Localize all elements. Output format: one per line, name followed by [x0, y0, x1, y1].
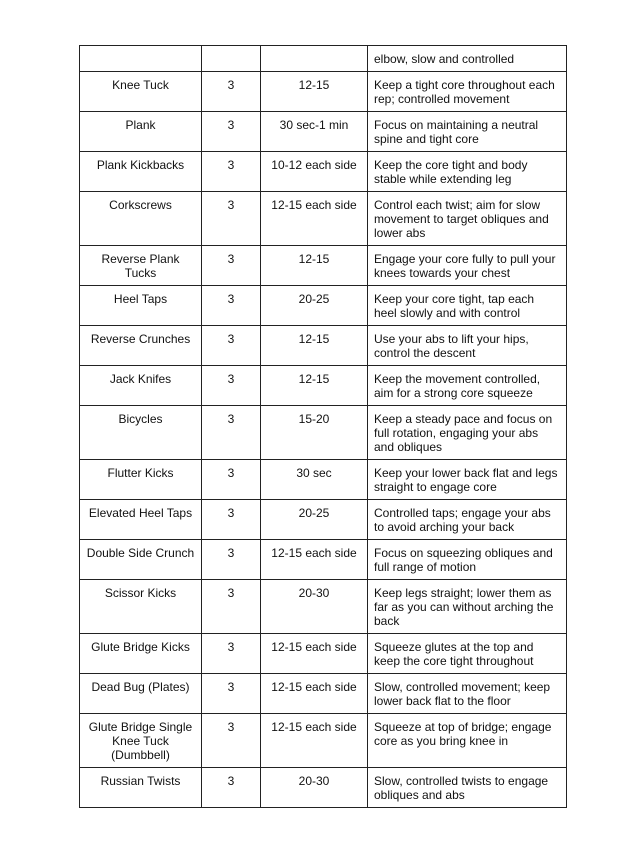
table-row — [80, 580, 567, 634]
sets-cell: 3 — [202, 246, 261, 286]
table-row — [80, 674, 567, 714]
reps-cell: 20-25 — [261, 500, 368, 540]
table-row — [80, 366, 567, 406]
exercise-name-cell: Double Side Crunch — [80, 540, 202, 580]
notes-cell: Squeeze at top of bridge; engage core as you bring knee in — [368, 714, 567, 768]
exercise-name-cell: Dead Bug (Plates) — [80, 674, 202, 714]
table-row — [80, 246, 567, 286]
notes-cell: Engage your core fully to pull your knees towards your chest — [368, 246, 567, 286]
sets-cell: 3 — [202, 634, 261, 674]
sets-cell: 3 — [202, 192, 261, 246]
sets-cell: 3 — [202, 540, 261, 580]
reps-cell: 20-25 — [261, 286, 368, 326]
notes-cell: elbow, slow and controlled — [368, 46, 567, 72]
notes-cell: Keep the core tight and body stable while extending leg — [368, 152, 567, 192]
reps-cell: 30 sec — [261, 460, 368, 500]
notes-cell: Slow, controlled movement; keep lower back flat to the floor — [368, 674, 567, 714]
sets-cell: 3 — [202, 112, 261, 152]
table-row — [80, 500, 567, 540]
table-row — [80, 540, 567, 580]
reps-cell: 12-15 each side — [261, 634, 368, 674]
reps-cell: 12-15 each side — [261, 714, 368, 768]
notes-cell: Keep your lower back flat and legs straight to engage core — [368, 460, 567, 500]
sets-cell: 3 — [202, 580, 261, 634]
table-row — [80, 192, 567, 246]
notes-cell: Slow, controlled twists to engage obliques and abs — [368, 768, 567, 808]
table-row — [80, 714, 567, 768]
sets-cell: 3 — [202, 714, 261, 768]
table-row — [80, 112, 567, 152]
exercise-name-cell — [80, 46, 202, 72]
table-row — [80, 406, 567, 460]
notes-cell: Controlled taps; engage your abs to avoid arching your back — [368, 500, 567, 540]
reps-cell: 30 sec-1 min — [261, 112, 368, 152]
table-row — [80, 72, 567, 112]
table-row — [80, 46, 567, 72]
exercise-name-cell: Knee Tuck — [80, 72, 202, 112]
notes-cell: Keep a tight core throughout each rep; controlled movement — [368, 72, 567, 112]
exercise-name-cell: Bicycles — [80, 406, 202, 460]
notes-cell: Use your abs to lift your hips, control the descent — [368, 326, 567, 366]
reps-cell: 12-15 — [261, 246, 368, 286]
sets-cell: 3 — [202, 72, 261, 112]
notes-cell: Focus on squeezing obliques and full range of motion — [368, 540, 567, 580]
exercise-name-cell: Russian Twists — [80, 768, 202, 808]
table-row — [80, 768, 567, 808]
sets-cell: 3 — [202, 406, 261, 460]
sets-cell: 3 — [202, 366, 261, 406]
table-row — [80, 460, 567, 500]
notes-cell: Focus on maintaining a neutral spine and tight core — [368, 112, 567, 152]
table-row — [80, 326, 567, 366]
exercise-name-cell: Scissor Kicks — [80, 580, 202, 634]
sets-cell: 3 — [202, 326, 261, 366]
sets-cell — [202, 46, 261, 72]
exercise-name-cell: Glute Bridge Kicks — [80, 634, 202, 674]
reps-cell: 12-15 each side — [261, 540, 368, 580]
exercise-name-cell: Jack Knifes — [80, 366, 202, 406]
notes-cell: Squeeze glutes at the top and keep the core tight throughout — [368, 634, 567, 674]
reps-cell: 12-15 — [261, 366, 368, 406]
workout-table — [79, 45, 567, 808]
reps-cell: 10-12 each side — [261, 152, 368, 192]
exercise-name-cell: Corkscrews — [80, 192, 202, 246]
reps-cell: 20-30 — [261, 580, 368, 634]
notes-cell: Keep the movement controlled, aim for a strong core squeeze — [368, 366, 567, 406]
reps-cell — [261, 46, 368, 72]
sets-cell: 3 — [202, 460, 261, 500]
sets-cell: 3 — [202, 500, 261, 540]
exercise-name-cell: Plank Kickbacks — [80, 152, 202, 192]
sets-cell: 3 — [202, 674, 261, 714]
reps-cell: 12-15 each side — [261, 674, 368, 714]
exercise-name-cell: Glute Bridge Single Knee Tuck (Dumbbell) — [80, 714, 202, 768]
exercise-name-cell: Flutter Kicks — [80, 460, 202, 500]
exercise-name-cell: Heel Taps — [80, 286, 202, 326]
reps-cell: 20-30 — [261, 768, 368, 808]
reps-cell: 12-15 — [261, 326, 368, 366]
reps-cell: 12-15 — [261, 72, 368, 112]
reps-cell: 15-20 — [261, 406, 368, 460]
reps-cell: 12-15 each side — [261, 192, 368, 246]
table-row — [80, 152, 567, 192]
exercise-name-cell: Elevated Heel Taps — [80, 500, 202, 540]
notes-cell: Keep your core tight, tap each heel slowly and with control — [368, 286, 567, 326]
exercise-name-cell: Reverse Plank Tucks — [80, 246, 202, 286]
sets-cell: 3 — [202, 286, 261, 326]
exercise-name-cell: Plank — [80, 112, 202, 152]
workout-table-body — [80, 46, 567, 808]
table-row — [80, 286, 567, 326]
notes-cell: Keep legs straight; lower them as far as you can without arching the back — [368, 580, 567, 634]
notes-cell: Keep a steady pace and focus on full rotation, engaging your abs and obliques — [368, 406, 567, 460]
table-row — [80, 634, 567, 674]
sets-cell: 3 — [202, 768, 261, 808]
exercise-name-cell: Reverse Crunches — [80, 326, 202, 366]
sets-cell: 3 — [202, 152, 261, 192]
notes-cell: Control each twist; aim for slow movement to target obliques and lower abs — [368, 192, 567, 246]
